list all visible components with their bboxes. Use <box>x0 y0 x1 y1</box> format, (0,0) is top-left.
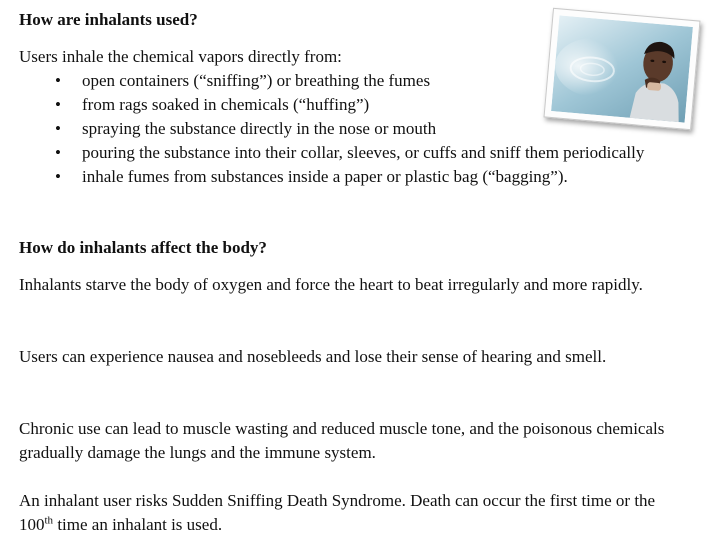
ssds-text-end: time an inhalant is used. <box>53 515 223 534</box>
list-item <box>55 165 675 189</box>
method-text: pouring the substance into their collar, sleeves, or cuffs and sniff them periodically <box>82 143 645 162</box>
method-text: spraying the substance directly in the nose or mouth <box>82 119 437 138</box>
list-item <box>55 141 675 165</box>
ssds-text-start: An inhalant user risks Sudden Sniffing Death Syndrome. Death can occur the first time or the 100 <box>19 491 656 534</box>
effects-paragraph-oxygen: Inhalants starve the body of oxygen and force the heart to beat irregularly and more rapidly. <box>19 275 643 294</box>
intro-text: Users inhale the chemical vapors directly from: <box>19 47 342 66</box>
bullet-icon: • <box>55 95 61 114</box>
bullet-icon: • <box>55 143 61 162</box>
effects-paragraph-senses: Users can experience nausea and nosebleeds and lose their sense of hearing and smell. <box>19 347 607 366</box>
effects-paragraph-ssds <box>19 489 679 537</box>
bullet-icon: • <box>55 71 61 90</box>
method-text: from rags soaked in chemicals (“huffing”) <box>82 95 370 114</box>
heading-effects: How do inhalants affect the body? <box>19 238 267 257</box>
bullet-icon: • <box>55 119 61 138</box>
teen-photo-image <box>551 15 693 122</box>
bullet-icon: • <box>55 167 61 186</box>
heading-usage: How are inhalants used? <box>19 10 198 29</box>
method-text: inhale fumes from substances inside a paper or plastic bag (“bagging”). <box>82 167 568 186</box>
teen-photo <box>543 8 700 130</box>
method-text: open containers (“sniffing”) or breathing the fumes <box>82 71 431 90</box>
ordinal-suffix: th <box>44 514 54 527</box>
effects-paragraph-chronic: Chronic use can lead to muscle wasting and reduced muscle tone, and the poisonous chemicals gradually damage the lungs and the immune system. <box>19 419 665 462</box>
